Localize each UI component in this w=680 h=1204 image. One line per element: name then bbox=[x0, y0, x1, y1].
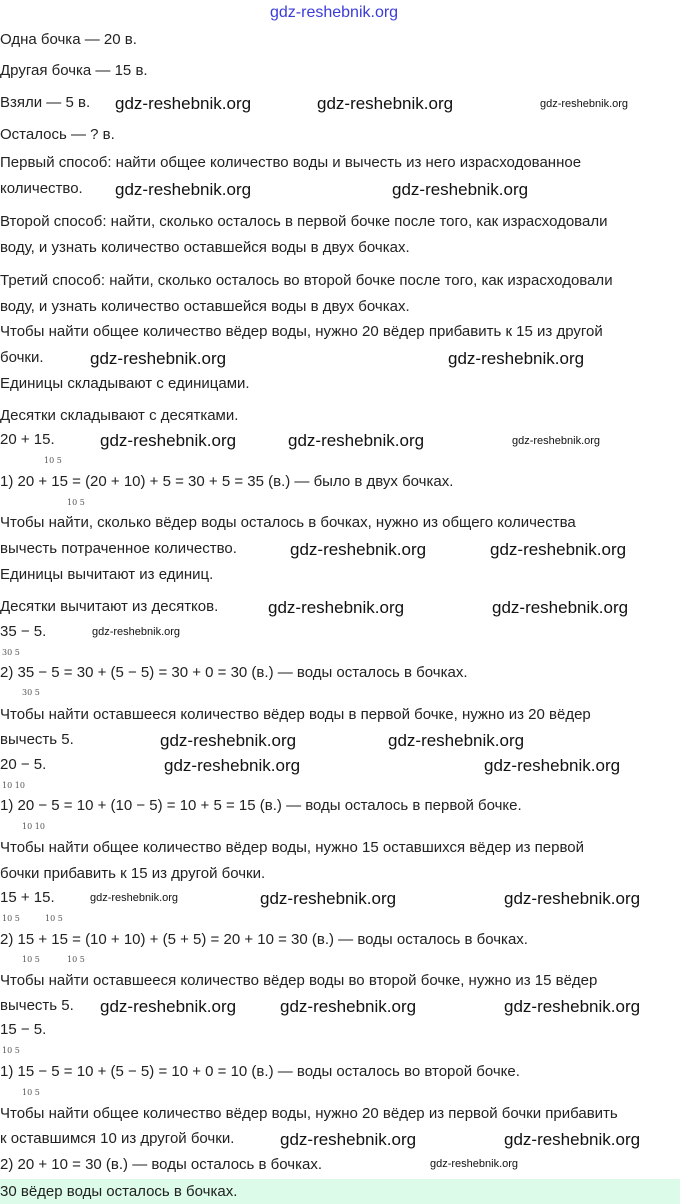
watermark: gdz-reshebnik.org bbox=[484, 756, 621, 775]
split-annotation: 10 5 bbox=[2, 1046, 20, 1055]
text-line: Чтобы найти оставшееся количество вёдер воды во второй бочке, нужно из 15 вёдер bbox=[0, 972, 598, 989]
watermark: gdz-reshebnik.org bbox=[490, 540, 627, 559]
split-annotation: 10 5 bbox=[45, 914, 63, 923]
watermark: gdz-reshebnik.org bbox=[504, 1130, 641, 1149]
watermark: gdz-reshebnik.org bbox=[90, 892, 179, 904]
given-line: Взяли — 5 в. bbox=[0, 94, 91, 111]
split-annotation: 10 10 bbox=[22, 822, 45, 831]
answer-text: 30 вёдер воды осталось в бочках. bbox=[0, 1183, 238, 1200]
text-line: Чтобы найти оставшееся количество вёдер воды в первой бочке, нужно из 20 вёдер bbox=[0, 706, 591, 723]
watermark: gdz-reshebnik.org bbox=[288, 431, 425, 450]
math-line: 1) 20 + 15 = (20 + 10) + 5 = 30 + 5 = 35 (в.) — было в двух бочках. bbox=[0, 473, 454, 490]
watermark: gdz-reshebnik.org bbox=[164, 756, 301, 775]
text-line: вычесть 5. bbox=[0, 731, 74, 748]
split-annotation: 30 5 bbox=[2, 648, 20, 657]
watermark: gdz-reshebnik.org bbox=[100, 997, 237, 1016]
text-line: вычесть 5. bbox=[0, 997, 74, 1014]
split-annotation: 30 5 bbox=[22, 688, 40, 697]
watermark: gdz-reshebnik.org bbox=[504, 889, 641, 908]
text-line: бочки. bbox=[0, 349, 44, 366]
split-annotation: 10 5 bbox=[67, 955, 85, 964]
math-line: 1) 20 − 5 = 10 + (10 − 5) = 10 + 5 = 15 (в.) — воды осталось в первой бочке. bbox=[0, 797, 522, 814]
math-line: 2) 20 + 10 = 30 (в.) — воды осталось в бочках. bbox=[0, 1156, 322, 1173]
math-line: 15 − 5. bbox=[0, 1021, 47, 1038]
text-line: Второй способ: найти, сколько осталось в первой бочке после того, как израсходовали bbox=[0, 213, 608, 230]
watermark: gdz-reshebnik.org bbox=[290, 540, 427, 559]
watermark: gdz-reshebnik.org bbox=[388, 731, 525, 750]
split-annotation: 10 5 bbox=[67, 498, 85, 507]
math-line: 2) 15 + 15 = (10 + 10) + (5 + 5) = 20 + 10 = 30 (в.) — воды осталось в бочках. bbox=[0, 931, 528, 948]
split-annotation: 10 5 bbox=[44, 456, 62, 465]
text-line: Единицы вычитают из единиц. bbox=[0, 566, 214, 583]
watermark: gdz-reshebnik.org bbox=[512, 435, 601, 447]
text-line: Первый способ: найти общее количество воды и вычесть из него израсходованное bbox=[0, 154, 582, 171]
watermark: gdz-reshebnik.org bbox=[317, 94, 454, 113]
given-line: Одна бочка — 20 в. bbox=[0, 31, 137, 48]
watermark: gdz-reshebnik.org bbox=[392, 180, 529, 199]
given-line: Осталось — ? в. bbox=[0, 126, 115, 143]
text-line: Третий способ: найти, сколько осталось во второй бочке после того, как израсходовали bbox=[0, 272, 613, 289]
watermark: gdz-reshebnik.org bbox=[90, 349, 227, 368]
watermark: gdz-reshebnik.org bbox=[448, 349, 585, 368]
text-line: Десятки складывают с десятками. bbox=[0, 407, 239, 424]
watermark: gdz-reshebnik.org bbox=[280, 997, 417, 1016]
math-line: 2) 35 − 5 = 30 + (5 − 5) = 30 + 0 = 30 (в.) — воды осталось в бочках. bbox=[0, 664, 468, 681]
split-annotation: 10 10 bbox=[2, 781, 25, 790]
text-line: Чтобы найти общее количество вёдер воды, нужно 20 вёдер из первой бочки прибавить bbox=[0, 1105, 618, 1122]
text-line: вычесть потраченное количество. bbox=[0, 540, 237, 557]
text-line: Чтобы найти, сколько вёдер воды осталось в бочках, нужно из общего количества bbox=[0, 514, 576, 531]
watermark: gdz-reshebnik.org bbox=[540, 98, 629, 110]
watermark: gdz-reshebnik.org bbox=[270, 4, 399, 21]
answer-box bbox=[0, 1179, 680, 1204]
split-annotation: 10 5 bbox=[22, 955, 40, 964]
math-line: 1) 15 − 5 = 10 + (5 − 5) = 10 + 0 = 10 (в.) — воды осталось во второй бочке. bbox=[0, 1063, 520, 1080]
text-line: бочки прибавить к 15 из другой бочки. bbox=[0, 865, 266, 882]
watermark: gdz-reshebnik.org bbox=[280, 1130, 417, 1149]
split-annotation: 10 5 bbox=[2, 914, 20, 923]
text-line: Единицы складывают с единицами. bbox=[0, 375, 250, 392]
watermark: gdz-reshebnik.org bbox=[100, 431, 237, 450]
watermark: gdz-reshebnik.org bbox=[492, 598, 629, 617]
math-line: 35 − 5. bbox=[0, 623, 47, 640]
split-annotation: 10 5 bbox=[22, 1088, 40, 1097]
math-line: 15 + 15. bbox=[0, 889, 55, 906]
watermark: gdz-reshebnik.org bbox=[268, 598, 405, 617]
watermark: gdz-reshebnik.org bbox=[504, 997, 641, 1016]
text-line: Чтобы найти общее количество вёдер воды, нужно 20 вёдер прибавить к 15 из другой bbox=[0, 323, 603, 340]
watermark: gdz-reshebnik.org bbox=[115, 180, 252, 199]
text-line: к оставшимся 10 из другой бочки. bbox=[0, 1130, 235, 1147]
given-line: Другая бочка — 15 в. bbox=[0, 62, 148, 79]
watermark: gdz-reshebnik.org bbox=[92, 626, 181, 638]
text-line: количество. bbox=[0, 180, 83, 197]
math-line: 20 + 15. bbox=[0, 431, 55, 448]
text-line: Чтобы найти общее количество вёдер воды, нужно 15 оставшихся вёдер из первой bbox=[0, 839, 584, 856]
text-line: воду, и узнать количество оставшейся воды в двух бочках. bbox=[0, 298, 410, 315]
watermark: gdz-reshebnik.org bbox=[160, 731, 297, 750]
text-line: воду, и узнать количество оставшейся воды в двух бочках. bbox=[0, 239, 410, 256]
watermark: gdz-reshebnik.org bbox=[430, 1158, 519, 1170]
text-line: Десятки вычитают из десятков. bbox=[0, 598, 219, 615]
watermark: gdz-reshebnik.org bbox=[260, 889, 397, 908]
watermark: gdz-reshebnik.org bbox=[115, 94, 252, 113]
math-line: 20 − 5. bbox=[0, 756, 47, 773]
